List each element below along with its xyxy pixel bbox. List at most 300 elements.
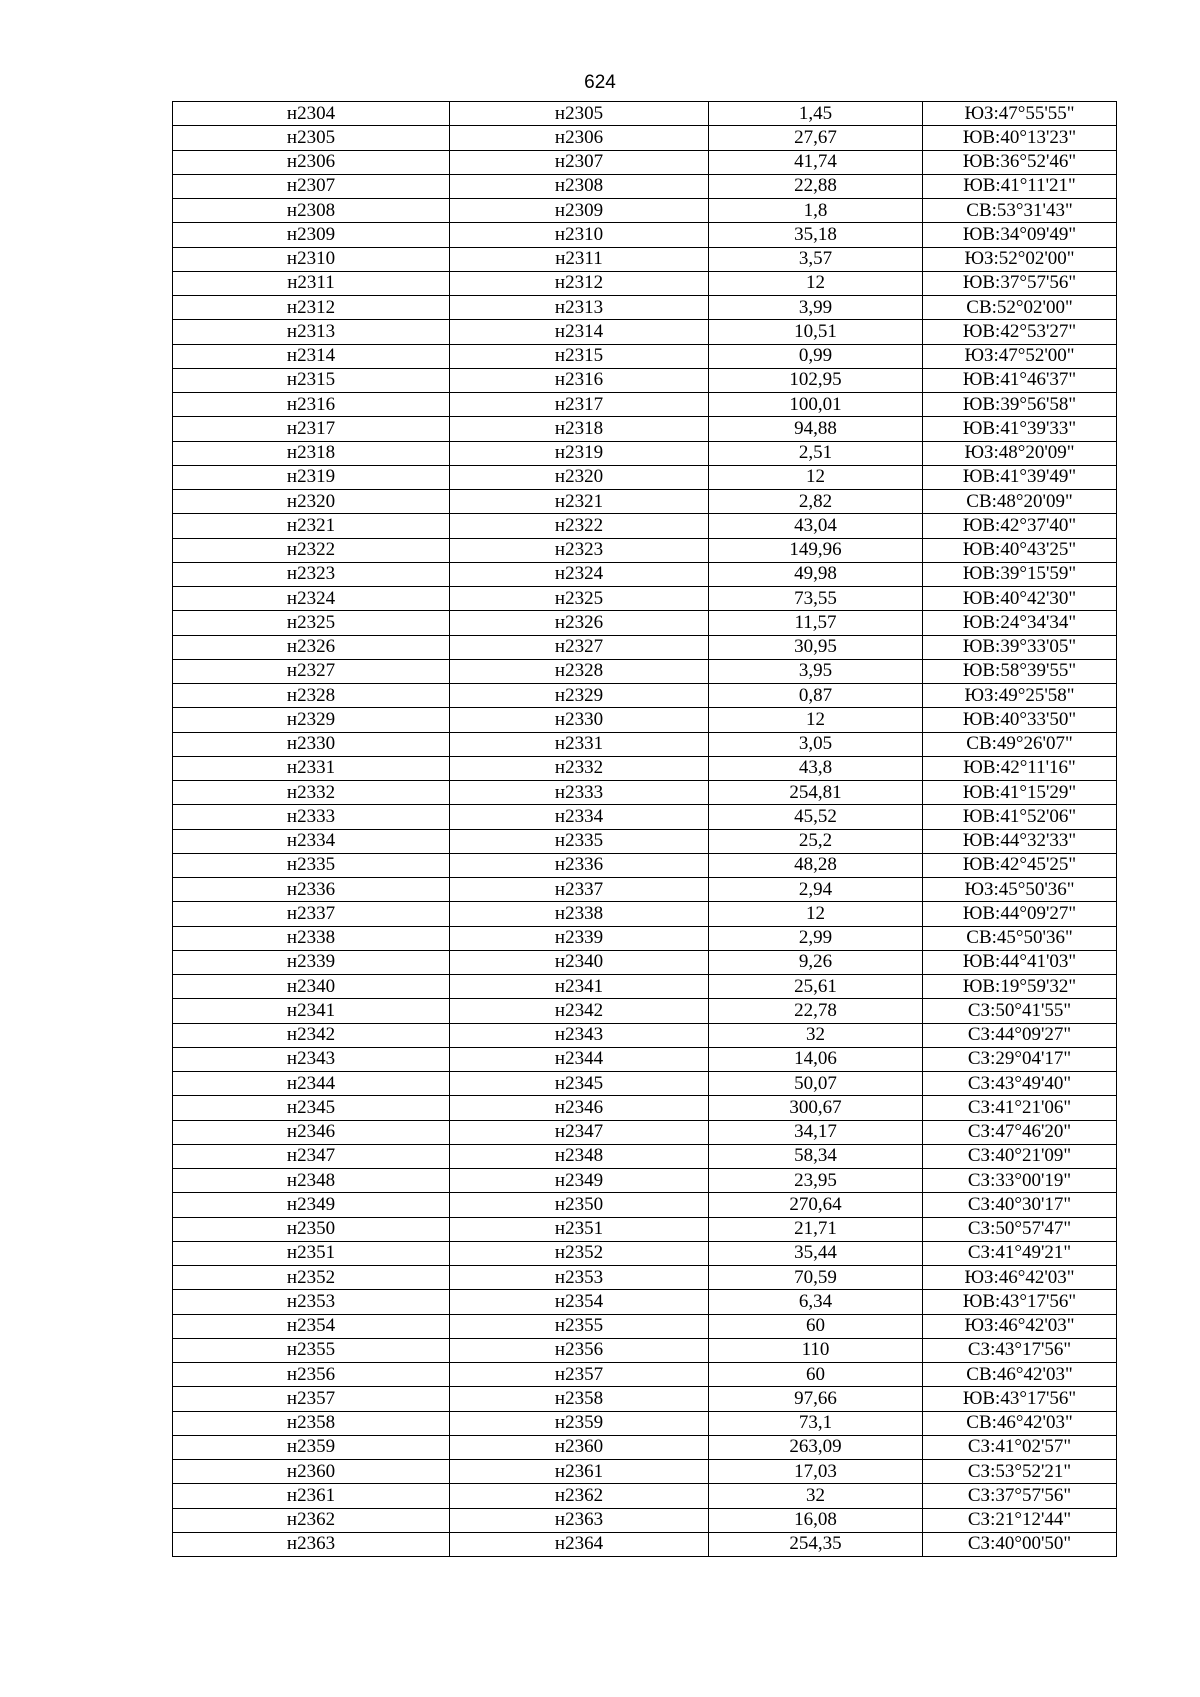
- distance-cell: 12: [709, 465, 923, 489]
- to-point-cell: н2346: [450, 1096, 709, 1120]
- table-row: [173, 562, 1117, 586]
- table-row: [173, 1387, 1117, 1411]
- bearing-cell: СЗ:40°21'09": [923, 1144, 1117, 1168]
- table-row: [173, 490, 1117, 514]
- bearing-cell: ЮВ:41°39'33": [923, 417, 1117, 441]
- distance-cell: 1,8: [709, 199, 923, 223]
- distance-cell: 102,95: [709, 368, 923, 392]
- distance-cell: 11,57: [709, 611, 923, 635]
- distance-cell: 263,09: [709, 1435, 923, 1459]
- bearing-cell: ЮЗ:47°55'55": [923, 102, 1117, 126]
- distance-cell: 25,2: [709, 829, 923, 853]
- table-row: [173, 1144, 1117, 1168]
- to-point-cell: н2327: [450, 635, 709, 659]
- to-point-cell: н2331: [450, 732, 709, 756]
- to-point-cell: н2333: [450, 781, 709, 805]
- distance-cell: 300,67: [709, 1096, 923, 1120]
- bearing-cell: ЮЗ:45°50'36": [923, 878, 1117, 902]
- bearing-cell: СЗ:47°46'20": [923, 1120, 1117, 1144]
- table-row: [173, 975, 1117, 999]
- from-point-cell: н2348: [173, 1169, 450, 1193]
- bearing-cell: ЮВ:41°11'21": [923, 174, 1117, 198]
- distance-cell: 21,71: [709, 1217, 923, 1241]
- table-row: [173, 1411, 1117, 1435]
- to-point-cell: н2352: [450, 1241, 709, 1265]
- table-row: [173, 417, 1117, 441]
- to-point-cell: н2322: [450, 514, 709, 538]
- table-row: [173, 344, 1117, 368]
- distance-cell: 43,04: [709, 514, 923, 538]
- distance-cell: 30,95: [709, 635, 923, 659]
- bearing-cell: ЮВ:37°57'56": [923, 271, 1117, 295]
- to-point-cell: н2314: [450, 320, 709, 344]
- from-point-cell: н2310: [173, 247, 450, 271]
- bearing-cell: ЮВ:40°13'23": [923, 126, 1117, 150]
- distance-cell: 35,18: [709, 223, 923, 247]
- bearing-cell: СВ:46°42'03": [923, 1411, 1117, 1435]
- bearing-cell: СЗ:41°49'21": [923, 1241, 1117, 1265]
- from-point-cell: н2360: [173, 1460, 450, 1484]
- bearing-cell: СЗ:29°04'17": [923, 1047, 1117, 1071]
- to-point-cell: н2354: [450, 1290, 709, 1314]
- bearing-cell: СВ:48°20'09": [923, 490, 1117, 514]
- distance-cell: 32: [709, 1484, 923, 1508]
- distance-cell: 49,98: [709, 562, 923, 586]
- bearing-cell: СЗ:21°12'44": [923, 1508, 1117, 1532]
- table-row: [173, 320, 1117, 344]
- from-point-cell: н2352: [173, 1266, 450, 1290]
- bearing-cell: СЗ:41°02'57": [923, 1435, 1117, 1459]
- distance-cell: 97,66: [709, 1387, 923, 1411]
- distance-cell: 3,57: [709, 247, 923, 271]
- distance-cell: 43,8: [709, 756, 923, 780]
- table-row: [173, 126, 1117, 150]
- distance-cell: 0,87: [709, 684, 923, 708]
- distance-cell: 23,95: [709, 1169, 923, 1193]
- distance-cell: 27,67: [709, 126, 923, 150]
- bearing-cell: ЮЗ:49°25'58": [923, 684, 1117, 708]
- bearing-cell: ЮВ:44°32'33": [923, 829, 1117, 853]
- from-point-cell: н2325: [173, 611, 450, 635]
- bearing-cell: ЮЗ:52°02'00": [923, 247, 1117, 271]
- bearing-cell: ЮВ:42°37'40": [923, 514, 1117, 538]
- from-point-cell: н2307: [173, 174, 450, 198]
- to-point-cell: н2361: [450, 1460, 709, 1484]
- to-point-cell: н2307: [450, 150, 709, 174]
- table-row: [173, 1217, 1117, 1241]
- distance-cell: 94,88: [709, 417, 923, 441]
- distance-cell: 45,52: [709, 805, 923, 829]
- from-point-cell: н2331: [173, 756, 450, 780]
- bearing-cell: ЮЗ:48°20'09": [923, 441, 1117, 465]
- table-row: [173, 247, 1117, 271]
- bearing-cell: ЮВ:39°56'58": [923, 393, 1117, 417]
- distance-cell: 73,1: [709, 1411, 923, 1435]
- from-point-cell: н2339: [173, 950, 450, 974]
- bearing-cell: ЮВ:58°39'55": [923, 659, 1117, 683]
- distance-cell: 22,78: [709, 999, 923, 1023]
- table-row: [173, 635, 1117, 659]
- bearing-cell: ЮВ:34°09'49": [923, 223, 1117, 247]
- table-row: [173, 732, 1117, 756]
- table-row: [173, 1338, 1117, 1362]
- distance-cell: 10,51: [709, 320, 923, 344]
- distance-cell: 254,81: [709, 781, 923, 805]
- from-point-cell: н2333: [173, 805, 450, 829]
- distance-cell: 12: [709, 708, 923, 732]
- bearing-cell: ЮВ:41°15'29": [923, 781, 1117, 805]
- from-point-cell: н2308: [173, 199, 450, 223]
- from-point-cell: н2315: [173, 368, 450, 392]
- distance-cell: 60: [709, 1314, 923, 1338]
- from-point-cell: н2318: [173, 441, 450, 465]
- distance-cell: 41,74: [709, 150, 923, 174]
- to-point-cell: н2348: [450, 1144, 709, 1168]
- bearing-cell: ЮВ:36°52'46": [923, 150, 1117, 174]
- table-row: [173, 805, 1117, 829]
- to-point-cell: н2360: [450, 1435, 709, 1459]
- to-point-cell: н2308: [450, 174, 709, 198]
- bearing-cell: СЗ:41°21'06": [923, 1096, 1117, 1120]
- from-point-cell: н2363: [173, 1532, 450, 1556]
- from-point-cell: н2341: [173, 999, 450, 1023]
- distance-cell: 2,99: [709, 926, 923, 950]
- from-point-cell: н2349: [173, 1193, 450, 1217]
- to-point-cell: н2306: [450, 126, 709, 150]
- table-row: [173, 223, 1117, 247]
- table-row: [173, 368, 1117, 392]
- to-point-cell: н2318: [450, 417, 709, 441]
- from-point-cell: н2354: [173, 1314, 450, 1338]
- to-point-cell: н2340: [450, 950, 709, 974]
- bearing-cell: СВ:52°02'00": [923, 296, 1117, 320]
- to-point-cell: н2355: [450, 1314, 709, 1338]
- from-point-cell: н2340: [173, 975, 450, 999]
- from-point-cell: н2330: [173, 732, 450, 756]
- from-point-cell: н2350: [173, 1217, 450, 1241]
- distance-cell: 110: [709, 1338, 923, 1362]
- bearing-cell: ЮВ:19°59'32": [923, 975, 1117, 999]
- table-row: [173, 1266, 1117, 1290]
- from-point-cell: н2329: [173, 708, 450, 732]
- distance-cell: 48,28: [709, 853, 923, 877]
- bearing-cell: ЮВ:40°33'50": [923, 708, 1117, 732]
- to-point-cell: н2364: [450, 1532, 709, 1556]
- from-point-cell: н2353: [173, 1290, 450, 1314]
- from-point-cell: н2347: [173, 1144, 450, 1168]
- distance-cell: 17,03: [709, 1460, 923, 1484]
- table-row: [173, 271, 1117, 295]
- bearing-cell: ЮВ:43°17'56": [923, 1387, 1117, 1411]
- to-point-cell: н2345: [450, 1072, 709, 1096]
- from-point-cell: н2323: [173, 562, 450, 586]
- bearing-cell: ЮЗ:47°52'00": [923, 344, 1117, 368]
- table-row: [173, 1047, 1117, 1071]
- table-row: [173, 199, 1117, 223]
- from-point-cell: н2327: [173, 659, 450, 683]
- from-point-cell: н2321: [173, 514, 450, 538]
- table-row: [173, 611, 1117, 635]
- distance-cell: 2,94: [709, 878, 923, 902]
- table-row: [173, 1241, 1117, 1265]
- table-row: [173, 102, 1117, 126]
- from-point-cell: н2359: [173, 1435, 450, 1459]
- from-point-cell: н2317: [173, 417, 450, 441]
- bearing-cell: СВ:46°42'03": [923, 1363, 1117, 1387]
- table-row: [173, 1120, 1117, 1144]
- table-row: [173, 756, 1117, 780]
- to-point-cell: н2356: [450, 1338, 709, 1362]
- table-row: [173, 441, 1117, 465]
- to-point-cell: н2315: [450, 344, 709, 368]
- bearing-cell: СЗ:40°00'50": [923, 1532, 1117, 1556]
- bearing-cell: ЮВ:41°52'06": [923, 805, 1117, 829]
- from-point-cell: н2336: [173, 878, 450, 902]
- bearing-cell: ЮВ:42°45'25": [923, 853, 1117, 877]
- from-point-cell: н2314: [173, 344, 450, 368]
- from-point-cell: н2355: [173, 1338, 450, 1362]
- to-point-cell: н2332: [450, 756, 709, 780]
- bearing-cell: СВ:53°31'43": [923, 199, 1117, 223]
- from-point-cell: н2305: [173, 126, 450, 150]
- table-row: [173, 1023, 1117, 1047]
- table-row: [173, 999, 1117, 1023]
- from-point-cell: н2345: [173, 1096, 450, 1120]
- from-point-cell: н2362: [173, 1508, 450, 1532]
- from-point-cell: н2338: [173, 926, 450, 950]
- table-row: [173, 1484, 1117, 1508]
- table-row: [173, 659, 1117, 683]
- to-point-cell: н2324: [450, 562, 709, 586]
- to-point-cell: н2319: [450, 441, 709, 465]
- to-point-cell: н2305: [450, 102, 709, 126]
- distance-cell: 12: [709, 271, 923, 295]
- bearing-cell: ЮВ:42°53'27": [923, 320, 1117, 344]
- from-point-cell: н2335: [173, 853, 450, 877]
- distance-cell: 73,55: [709, 587, 923, 611]
- to-point-cell: н2329: [450, 684, 709, 708]
- from-point-cell: н2316: [173, 393, 450, 417]
- from-point-cell: н2312: [173, 296, 450, 320]
- from-point-cell: н2306: [173, 150, 450, 174]
- to-point-cell: н2357: [450, 1363, 709, 1387]
- distance-cell: 254,35: [709, 1532, 923, 1556]
- distance-cell: 9,26: [709, 950, 923, 974]
- to-point-cell: н2316: [450, 368, 709, 392]
- to-point-cell: н2325: [450, 587, 709, 611]
- from-point-cell: н2304: [173, 102, 450, 126]
- from-point-cell: н2320: [173, 490, 450, 514]
- bearing-cell: СЗ:43°49'40": [923, 1072, 1117, 1096]
- table-row: [173, 829, 1117, 853]
- to-point-cell: н2328: [450, 659, 709, 683]
- table-row: [173, 708, 1117, 732]
- to-point-cell: н2337: [450, 878, 709, 902]
- to-point-cell: н2317: [450, 393, 709, 417]
- distance-cell: 25,61: [709, 975, 923, 999]
- from-point-cell: н2356: [173, 1363, 450, 1387]
- bearing-cell: ЮВ:41°39'49": [923, 465, 1117, 489]
- table-row: [173, 587, 1117, 611]
- distance-cell: 270,64: [709, 1193, 923, 1217]
- to-point-cell: н2312: [450, 271, 709, 295]
- from-point-cell: н2332: [173, 781, 450, 805]
- from-point-cell: н2324: [173, 587, 450, 611]
- bearing-cell: СЗ:50°57'47": [923, 1217, 1117, 1241]
- table-row: [173, 950, 1117, 974]
- bearing-cell: ЮВ:24°34'34": [923, 611, 1117, 635]
- distance-cell: 50,07: [709, 1072, 923, 1096]
- to-point-cell: н2323: [450, 538, 709, 562]
- distance-cell: 2,51: [709, 441, 923, 465]
- to-point-cell: н2351: [450, 1217, 709, 1241]
- table-row: [173, 1314, 1117, 1338]
- table-row: [173, 853, 1117, 877]
- table-row: [173, 150, 1117, 174]
- to-point-cell: н2320: [450, 465, 709, 489]
- distance-cell: 12: [709, 902, 923, 926]
- to-point-cell: н2363: [450, 1508, 709, 1532]
- from-point-cell: н2334: [173, 829, 450, 853]
- distance-cell: 3,05: [709, 732, 923, 756]
- to-point-cell: н2330: [450, 708, 709, 732]
- from-point-cell: н2313: [173, 320, 450, 344]
- to-point-cell: н2326: [450, 611, 709, 635]
- page-number: 624: [584, 72, 616, 93]
- table-row: [173, 538, 1117, 562]
- distance-cell: 32: [709, 1023, 923, 1047]
- bearing-cell: СЗ:53°52'21": [923, 1460, 1117, 1484]
- table-row: [173, 878, 1117, 902]
- to-point-cell: н2341: [450, 975, 709, 999]
- bearing-cell: ЮВ:39°33'05": [923, 635, 1117, 659]
- to-point-cell: н2321: [450, 490, 709, 514]
- table-row: [173, 174, 1117, 198]
- distance-cell: 16,08: [709, 1508, 923, 1532]
- from-point-cell: н2343: [173, 1047, 450, 1071]
- from-point-cell: н2311: [173, 271, 450, 295]
- to-point-cell: н2310: [450, 223, 709, 247]
- bearing-cell: ЮВ:44°09'27": [923, 902, 1117, 926]
- from-point-cell: н2322: [173, 538, 450, 562]
- from-point-cell: н2346: [173, 1120, 450, 1144]
- to-point-cell: н2311: [450, 247, 709, 271]
- from-point-cell: н2326: [173, 635, 450, 659]
- to-point-cell: н2309: [450, 199, 709, 223]
- bearing-cell: ЮВ:41°46'37": [923, 368, 1117, 392]
- bearing-cell: СЗ:33°00'19": [923, 1169, 1117, 1193]
- table-row: [173, 1363, 1117, 1387]
- distance-cell: 0,99: [709, 344, 923, 368]
- distance-cell: 35,44: [709, 1241, 923, 1265]
- bearing-cell: СЗ:37°57'56": [923, 1484, 1117, 1508]
- from-point-cell: н2342: [173, 1023, 450, 1047]
- to-point-cell: н2359: [450, 1411, 709, 1435]
- from-point-cell: н2328: [173, 684, 450, 708]
- distance-cell: 60: [709, 1363, 923, 1387]
- table-row: [173, 296, 1117, 320]
- from-point-cell: н2309: [173, 223, 450, 247]
- bearing-cell: СЗ:43°17'56": [923, 1338, 1117, 1362]
- to-point-cell: н2362: [450, 1484, 709, 1508]
- from-point-cell: н2357: [173, 1387, 450, 1411]
- to-point-cell: н2349: [450, 1169, 709, 1193]
- table-row: [173, 1532, 1117, 1556]
- table-row: [173, 393, 1117, 417]
- table-row: [173, 1508, 1117, 1532]
- table-row: [173, 1290, 1117, 1314]
- bearing-cell: СЗ:50°41'55": [923, 999, 1117, 1023]
- to-point-cell: н2347: [450, 1120, 709, 1144]
- from-point-cell: н2358: [173, 1411, 450, 1435]
- bearing-cell: ЮЗ:46°42'03": [923, 1314, 1117, 1338]
- to-point-cell: н2335: [450, 829, 709, 853]
- table-row: [173, 684, 1117, 708]
- bearing-cell: СВ:49°26'07": [923, 732, 1117, 756]
- bearing-cell: ЮВ:42°11'16": [923, 756, 1117, 780]
- bearing-cell: ЮВ:43°17'56": [923, 1290, 1117, 1314]
- to-point-cell: н2342: [450, 999, 709, 1023]
- survey-table: [172, 101, 1117, 1557]
- bearing-cell: СЗ:40°30'17": [923, 1193, 1117, 1217]
- table-body: [173, 102, 1117, 1557]
- distance-cell: 58,34: [709, 1144, 923, 1168]
- table-row: [173, 1096, 1117, 1120]
- bearing-cell: СВ:45°50'36": [923, 926, 1117, 950]
- table-row: [173, 1460, 1117, 1484]
- distance-cell: 3,95: [709, 659, 923, 683]
- bearing-cell: СЗ:44°09'27": [923, 1023, 1117, 1047]
- table-row: [173, 1193, 1117, 1217]
- to-point-cell: н2336: [450, 853, 709, 877]
- from-point-cell: н2361: [173, 1484, 450, 1508]
- distance-cell: 14,06: [709, 1047, 923, 1071]
- to-point-cell: н2353: [450, 1266, 709, 1290]
- distance-cell: 70,59: [709, 1266, 923, 1290]
- bearing-cell: ЮВ:39°15'59": [923, 562, 1117, 586]
- from-point-cell: н2337: [173, 902, 450, 926]
- to-point-cell: н2344: [450, 1047, 709, 1071]
- to-point-cell: н2339: [450, 926, 709, 950]
- from-point-cell: н2351: [173, 1241, 450, 1265]
- bearing-cell: ЮВ:40°42'30": [923, 587, 1117, 611]
- to-point-cell: н2343: [450, 1023, 709, 1047]
- distance-cell: 3,99: [709, 296, 923, 320]
- table-row: [173, 781, 1117, 805]
- table-row: [173, 1072, 1117, 1096]
- to-point-cell: н2358: [450, 1387, 709, 1411]
- bearing-cell: ЮЗ:46°42'03": [923, 1266, 1117, 1290]
- to-point-cell: н2350: [450, 1193, 709, 1217]
- from-point-cell: н2319: [173, 465, 450, 489]
- table-row: [173, 465, 1117, 489]
- to-point-cell: н2313: [450, 296, 709, 320]
- table-row: [173, 902, 1117, 926]
- distance-cell: 100,01: [709, 393, 923, 417]
- table-row: [173, 1169, 1117, 1193]
- bearing-cell: ЮВ:44°41'03": [923, 950, 1117, 974]
- distance-cell: 34,17: [709, 1120, 923, 1144]
- distance-cell: 1,45: [709, 102, 923, 126]
- from-point-cell: н2344: [173, 1072, 450, 1096]
- distance-cell: 149,96: [709, 538, 923, 562]
- to-point-cell: н2338: [450, 902, 709, 926]
- table-row: [173, 926, 1117, 950]
- table-row: [173, 1435, 1117, 1459]
- distance-cell: 22,88: [709, 174, 923, 198]
- table-row: [173, 514, 1117, 538]
- bearing-cell: ЮВ:40°43'25": [923, 538, 1117, 562]
